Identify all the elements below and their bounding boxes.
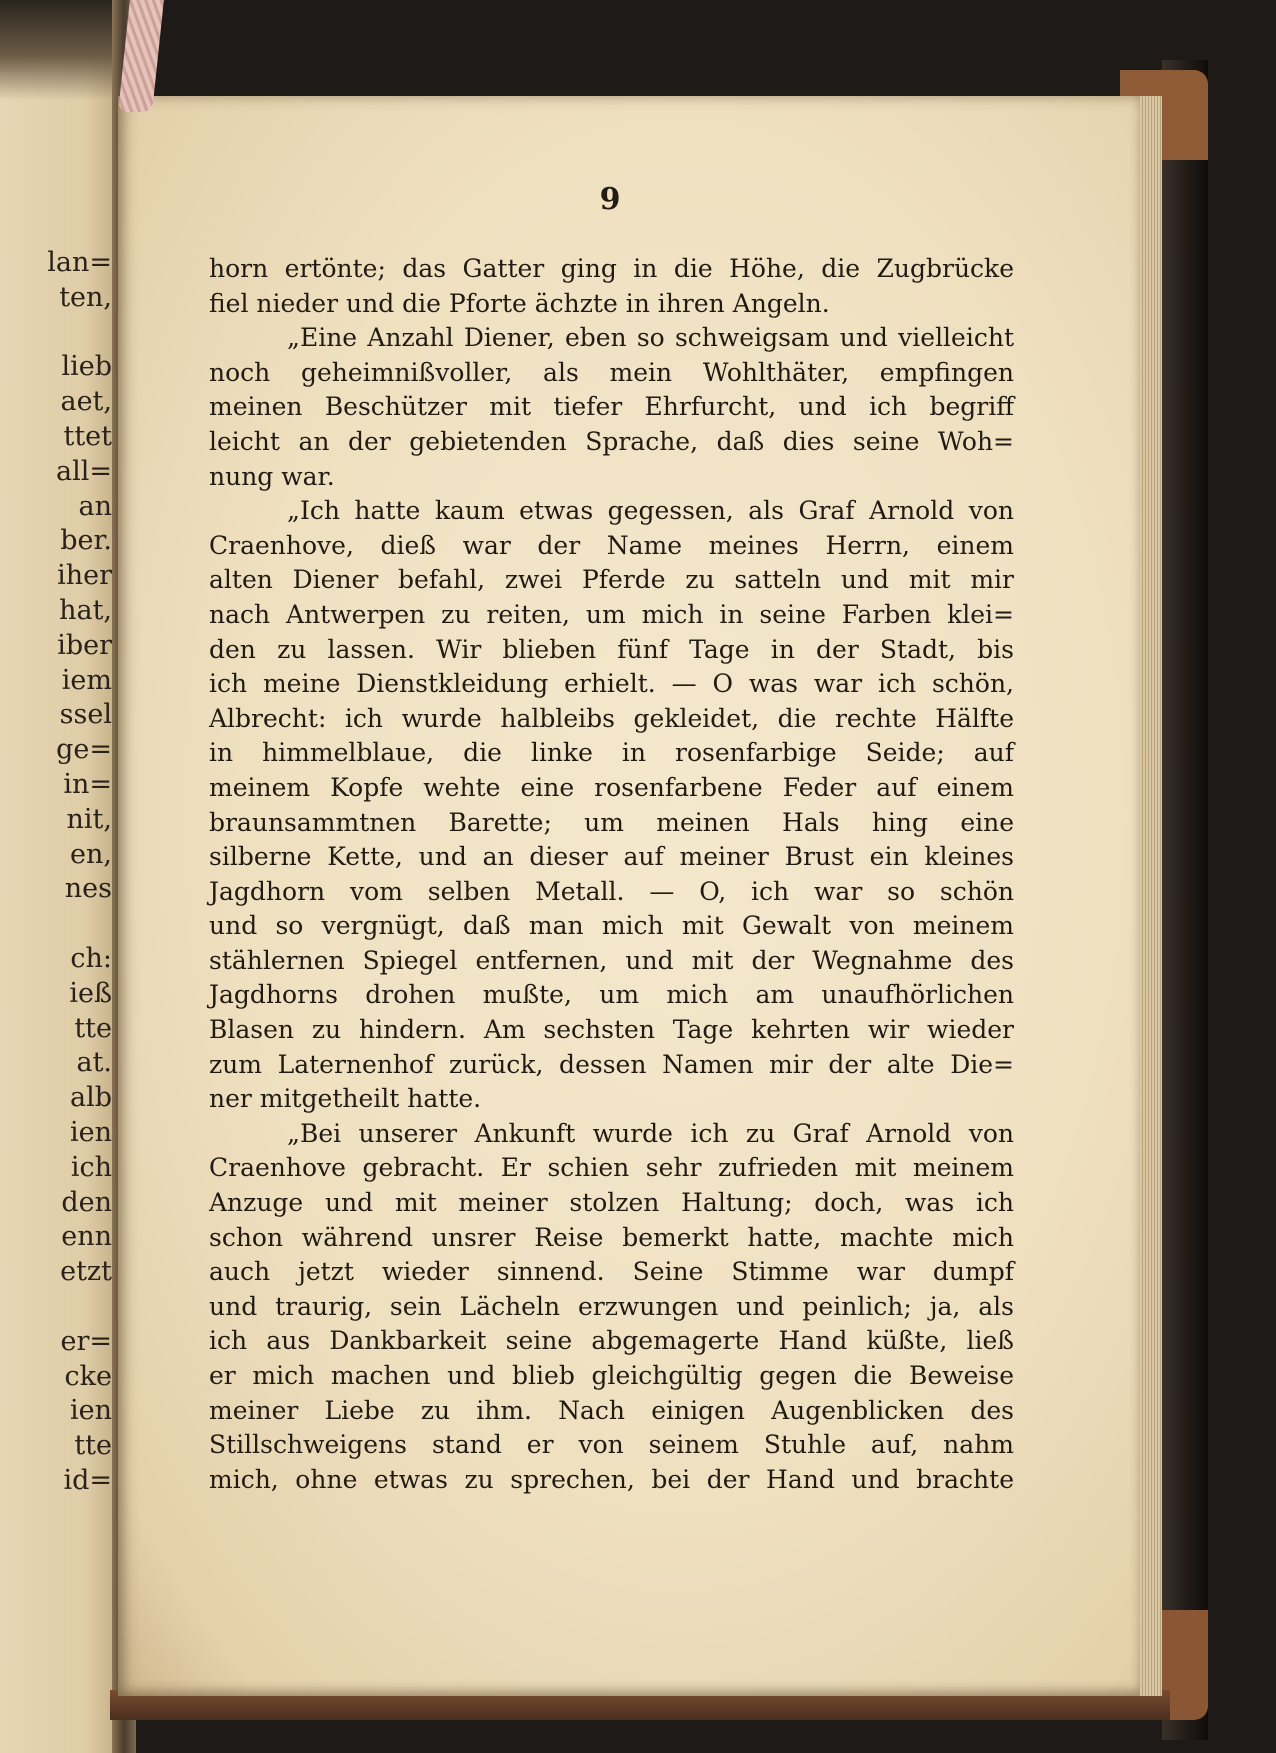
text-line: und so vergnügt, daß man mich mit Gewalt von meinem [209, 911, 1014, 941]
previous-page-line: ge= [56, 734, 112, 766]
text-line: meiner Liebe zu ihm. Nach einigen Augenblicken des [209, 1395, 1014, 1425]
text-line: Anzuge und mit meiner stolzen Haltung; doch, was ich [209, 1188, 1014, 1218]
text-line: nung war. [209, 461, 335, 491]
previous-page-line: ch: [70, 942, 112, 974]
text-line: und traurig, sein Lächeln erzwungen und peinlich; ja, als [209, 1291, 1014, 1321]
text-line: ner mitgetheilt hatte. [209, 1084, 482, 1114]
previous-page-line [0, 1290, 112, 1325]
book-cover-right [1162, 60, 1208, 1740]
previous-page-line: at. [76, 1047, 112, 1079]
text-line: Jagdhorns drohen mußte, um mich am unaufhörlichen [209, 980, 1014, 1010]
previous-page-line: enn [61, 1221, 112, 1253]
previous-page-line: iem [61, 664, 112, 696]
previous-page-line [0, 316, 112, 351]
text-line: in himmelblaue, die linke in rosenfarbige Seide; auf [209, 738, 1014, 768]
previous-page-line: alb [69, 1082, 112, 1114]
text-line: noch geheimnißvoller, als mein Wohlthäter, empfingen [209, 357, 1014, 387]
text-line: Stillschweigens stand er von seinem Stuhle auf, nahm [209, 1430, 1014, 1460]
text-line: meinem Kopfe wehte eine rosenfarbene Feder auf einem [209, 772, 1014, 802]
previous-page-line: cke [64, 1360, 112, 1392]
text-line: zum Laternenhof zurück, dessen Namen mir der alte Die= [209, 1049, 1014, 1079]
text-line: Jagdhorn vom selben Metall. — O, ich war so schön [209, 876, 1014, 906]
text-line: leicht an der gebietenden Sprache, daß dies seine Woh= [209, 426, 1014, 456]
previous-page-line: lan= [47, 247, 112, 278]
previous-page-line: ssel [59, 699, 112, 731]
previous-page-line [0, 907, 112, 942]
previous-page-line: ten, [59, 281, 112, 313]
previous-page-text [0, 246, 112, 1499]
previous-page-line: nit, [66, 803, 112, 835]
previous-page-line: lieb [61, 351, 112, 383]
text-line: fiel nieder und die Pforte ächzte in ihren Angeln. [209, 288, 830, 318]
text-line: Blasen zu hindern. Am sechsten Tage kehrten wir wieder [209, 1015, 1014, 1045]
previous-page-line: all= [56, 455, 112, 487]
previous-page-line: iber [57, 629, 112, 661]
previous-page-line: nes [64, 873, 112, 905]
previous-page-line: iher [57, 560, 112, 592]
text-line: ich meine Dienstkleidung erhielt. — O was war ich schön, [209, 669, 1014, 699]
previous-page-line: id= [63, 1464, 112, 1496]
previous-page-line: ber. [60, 525, 112, 557]
text-line: ich aus Dankbarkeit seine abgemagerte Hand küßte, ließ [209, 1326, 1014, 1356]
text-line: stählernen Spiegel entfernen, und mit der Wegnahme des [209, 945, 1014, 975]
text-line: er mich machen und blieb gleichgültig gegen die Beweise [209, 1361, 1014, 1390]
text-line: „Bei unserer Ankunft wurde ich zu Graf Arnold von [287, 1118, 1014, 1148]
text-line: braunsammtnen Barette; um meinen Hals hing eine [209, 807, 1014, 837]
text-line: den zu lassen. Wir blieben fünf Tage in der Stadt, bis [209, 634, 1014, 664]
page-text [209, 252, 1014, 1497]
previous-page-line: in= [63, 768, 112, 800]
text-line: auch jetzt wieder sinnend. Seine Stimme war dumpf [209, 1257, 1014, 1287]
previous-page-line: ttet [63, 420, 112, 452]
text-line: horn ertönte; das Gatter ging in die Höhe, die Zugbrücke [209, 254, 1014, 283]
previous-page-line: ieß [69, 977, 112, 1009]
previous-page [0, 0, 122, 1753]
text-line: schon während unsrer Reise bemerkt hatte, machte mich [209, 1222, 1014, 1252]
text-line: Craenhove, dieß war der Name meines Herrn, einem [209, 530, 1014, 560]
previous-page-line: ich [70, 1151, 112, 1183]
page-edges [1140, 96, 1162, 1696]
previous-page-line: tte [74, 1430, 112, 1462]
previous-page-line: ien [69, 1116, 112, 1148]
text-line: mich, ohne etwas zu sprechen, bei der Hand und brachte [209, 1464, 1014, 1494]
text-line: nach Antwerpen zu reiten, um mich in seine Farben klei= [209, 599, 1014, 629]
previous-page-line: aet, [60, 386, 112, 418]
text-line: alten Diener befahl, zwei Pferde zu satteln und mit mir [209, 565, 1014, 595]
previous-page-line: an [78, 490, 112, 522]
previous-page-line: er= [60, 1325, 112, 1357]
text-line: silberne Kette, und an dieser auf meiner Brust ein kleines [209, 842, 1014, 872]
previous-page-line: ien [69, 1395, 112, 1427]
text-line: „Ich hatte kaum etwas gegessen, als Graf Arnold von [287, 496, 1014, 526]
text-line: „Eine Anzahl Diener, eben so schweigsam und vielleicht [287, 323, 1014, 353]
page-number: 9 [599, 182, 621, 217]
text-line: meinen Beschützer mit tiefer Ehrfurcht, und ich begriff [209, 392, 1014, 422]
text-line: Craenhove gebracht. Er schien sehr zufrieden mit meinem [209, 1153, 1014, 1183]
previous-page-line: hat, [59, 594, 112, 626]
previous-page-line: etzt [60, 1256, 112, 1288]
text-line: Albrecht: ich wurde halbleibs gekleidet, die rechte Hälfte [209, 703, 1014, 733]
previous-page-line: en, [70, 838, 112, 870]
previous-page-line: tte [74, 1012, 112, 1044]
previous-page-line: den [61, 1186, 112, 1218]
